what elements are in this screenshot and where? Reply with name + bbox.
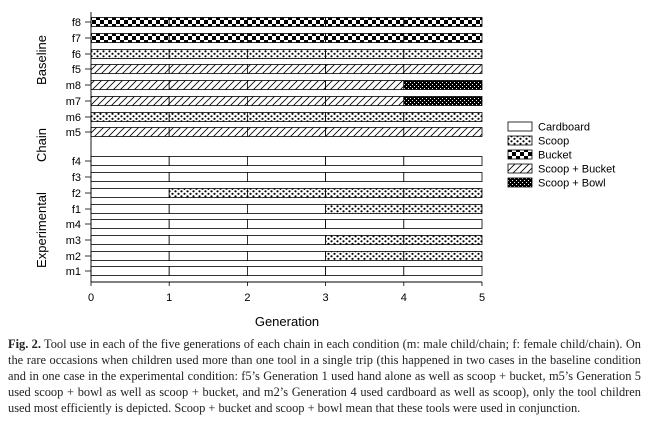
bar-segment-m7-gen3 [247,97,325,106]
bar-segment-f1-gen4 [326,205,404,214]
bar-segment-f2-gen4 [326,189,404,198]
bar-segment-f2-gen2 [169,189,247,198]
bar-segment-f4-gen3 [247,157,325,166]
row-label-m1: m1 [65,266,81,278]
row-label-m6: m6 [65,112,81,124]
bar-segment-m6-gen3 [247,113,325,122]
row-label-m5: m5 [65,127,81,139]
x-tick-label-2: 2 [244,292,251,304]
bar-segment-m7-gen2 [169,97,247,106]
bar-segment-m4-gen1 [91,220,169,229]
bar-segment-m2-gen1 [91,252,169,261]
bar-segment-m3-gen5 [404,236,482,245]
bar-segment-f4-gen1 [91,157,169,166]
row-label-m8: m8 [65,80,81,92]
bar-segment-m1-gen2 [169,267,247,276]
bar-segment-m8-gen5 [404,81,482,90]
legend-label-scoopbucket: Scoop + Bucket [538,163,616,176]
bar-segment-m6-gen5 [404,113,482,122]
group-label-experimental: Experimental [34,192,49,268]
row-labels [66,12,91,282]
group-labels [34,35,49,268]
bar-segment-f6-gen1 [91,50,169,59]
bar-segment-f4-gen2 [169,157,247,166]
bar-segment-m3-gen4 [326,236,404,245]
x-tick-label-4: 4 [400,292,407,304]
bar-segment-f4-gen4 [326,157,404,166]
row-label-f7: f7 [71,33,81,45]
bar-segment-f8-gen4 [326,18,404,27]
legend [508,122,615,190]
row-label-m7: m7 [65,96,81,108]
bar-segment-f6-gen2 [169,50,247,59]
bar-segment-f8-gen5 [404,18,482,27]
bar-segment-m7-gen4 [326,97,404,106]
bar-segment-m4-gen5 [404,220,482,229]
bar-segment-m5-gen2 [169,128,247,137]
row-label-f3: f3 [71,172,81,184]
x-axis-title: Generation [254,314,320,329]
bar-segment-m5-gen5 [404,128,482,137]
row-label-f8: f8 [71,17,81,29]
group-label-chain: Chain [34,128,49,162]
x-tick-label-5: 5 [478,292,486,304]
bar-segment-f5-gen3 [247,65,325,74]
figure-label: Fig. 2. [8,337,41,351]
bar-segment-m1-gen4 [326,267,404,276]
bar-segment-f1-gen5 [404,205,482,214]
row-label-m2: m2 [65,251,81,263]
bar-segment-f5-gen1 [91,65,169,74]
x-tick-label-3: 3 [322,292,329,304]
bar-segment-m3-gen3 [247,236,325,245]
bar-segment-f1-gen3 [247,205,325,214]
row-label-f2: f2 [71,188,81,200]
bar-segment-m3-gen1 [91,236,169,245]
bar-segment-m5-gen1 [91,128,169,137]
bar-segment-f1-gen2 [169,205,247,214]
caption-text: Tool use in each of the five generations of each chain in each condition (m: male child/chain; f: female child/chain). On the rare occasions when children used more than one tool in a single trip (this happened in two cases in the baseline condition and in one case in the experimental condition: f5’s Generation 1 used hand alone as well as scoop + bucket, m5’s Generation 5 used scoop + bowl as well as scoop + bucket, and m2’s Generation 4 used cardboard as well as scoop), only the tool children used most efficiently is depicted. Scoop + bucket and scoop + bowl mean that these tools were used in conjunction. [8,337,641,415]
bar-segment-f6-gen5 [404,50,482,59]
bar-segment-m4-gen3 [247,220,325,229]
bar-segment-m5-gen4 [326,128,404,137]
legend-swatch-bucket [508,150,532,159]
row-label-f6: f6 [71,49,81,61]
bar-segment-f7-gen4 [326,34,404,43]
legend-swatch-scoop [508,136,532,145]
group-label-baseline: Baseline [34,35,49,85]
legend-label-scoop: Scoop [538,135,570,148]
legend-swatch-scoopbowl [508,178,532,187]
legend-swatch-cardboard [508,122,532,131]
bars-layer [91,18,482,276]
legend-label-scoopbowl: Scoop + Bowl [538,177,606,190]
bar-segment-m8-gen1 [91,81,169,90]
bar-segment-m2-gen2 [169,252,247,261]
bar-segment-m2-gen5 [404,252,482,261]
bar-segment-f4-gen5 [404,157,482,166]
bar-segment-f1-gen1 [91,205,169,214]
bar-segment-f8-gen1 [91,18,169,27]
bar-segment-f7-gen1 [91,34,169,43]
bar-segment-m6-gen2 [169,113,247,122]
bar-segment-m2-gen4 [326,252,404,261]
figure-caption [8,336,641,416]
bar-segment-m6-gen1 [91,113,169,122]
bar-segment-m8-gen3 [247,81,325,90]
bar-segment-m1-gen5 [404,267,482,276]
row-label-f4: f4 [71,156,81,168]
bar-segment-m4-gen4 [326,220,404,229]
legend-swatch-scoopbucket [508,164,532,173]
bar-segment-m3-gen2 [169,236,247,245]
bar-segment-m1-gen1 [91,267,169,276]
bar-segment-f7-gen3 [247,34,325,43]
bar-segment-f5-gen4 [326,65,404,74]
row-label-m4: m4 [65,219,81,231]
bar-segment-f2-gen5 [404,189,482,198]
x-axis [88,282,485,304]
bar-segment-f7-gen5 [404,34,482,43]
bar-segment-m8-gen2 [169,81,247,90]
bar-segment-f6-gen3 [247,50,325,59]
legend-label-cardboard: Cardboard [538,121,590,134]
x-tick-label-1: 1 [166,292,173,304]
bar-segment-f5-gen5 [404,65,482,74]
bar-segment-m4-gen2 [169,220,247,229]
bar-segment-m8-gen4 [326,81,404,90]
bar-segment-m5-gen3 [247,128,325,137]
bar-segment-f7-gen2 [169,34,247,43]
bar-segment-f5-gen2 [169,65,247,74]
bar-segment-f3-gen5 [404,173,482,182]
bar-segment-m7-gen5 [404,97,482,106]
bar-segment-f3-gen3 [247,173,325,182]
bar-segment-f2-gen3 [247,189,325,198]
bar-segment-m6-gen4 [326,113,404,122]
row-label-f1: f1 [71,204,81,216]
bar-segment-f6-gen4 [326,50,404,59]
bar-segment-m1-gen3 [247,267,325,276]
legend-label-bucket: Bucket [538,149,572,162]
bar-segment-f2-gen1 [91,189,169,198]
x-tick-label-0: 0 [87,292,95,304]
row-label-m3: m3 [65,235,81,247]
row-label-f5: f5 [71,64,81,76]
bar-segment-m7-gen1 [91,97,169,106]
bar-segment-f8-gen3 [247,18,325,27]
bar-segment-f3-gen4 [326,173,404,182]
bar-segment-f8-gen2 [169,18,247,27]
bar-segment-f3-gen1 [91,173,169,182]
bar-segment-f3-gen2 [169,173,247,182]
bar-segment-m2-gen3 [247,252,325,261]
